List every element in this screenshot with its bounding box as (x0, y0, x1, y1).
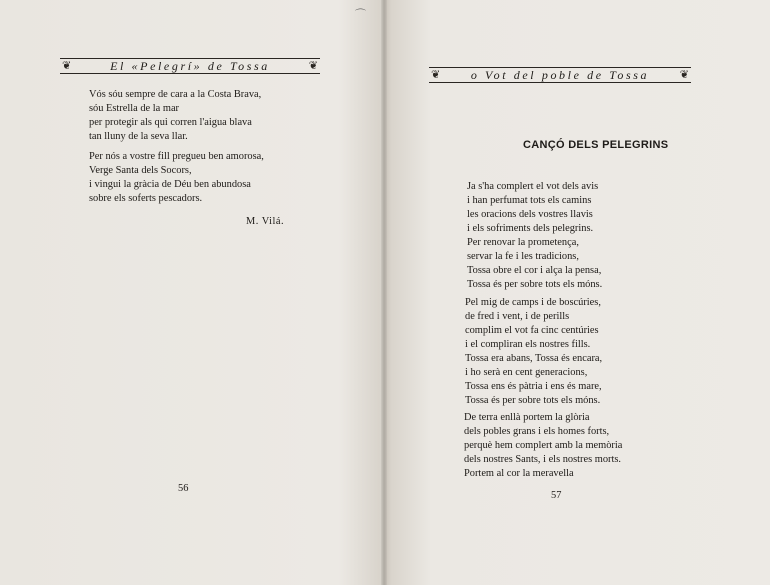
verse-line: Tossa és per sobre tots els móns. (465, 395, 601, 406)
verse-line: Tossa obre el cor i alça la pensa, (467, 265, 602, 276)
verse-line: i han perfumat tots els camins (467, 195, 592, 206)
verse-line: complim el vot fa cinc centúries (465, 325, 599, 336)
right-page (355, 0, 770, 585)
verse-line: sobre els soferts pescadors. (89, 193, 203, 204)
verse-line: i vingui la gràcia de Déu ben abundosa (89, 179, 251, 190)
left-running-header (60, 58, 320, 74)
right-running-header (429, 67, 691, 83)
verse-line: i ho serà en cent generacions, (465, 367, 588, 378)
page-number: 56 (178, 483, 189, 494)
right-header-title: o Vot del poble de Tossa (470, 67, 650, 82)
verse-line: Tossa és per sobre tots els móns. (467, 279, 603, 290)
fleuron-ornament-icon: ❦ (308, 59, 318, 72)
left-header-title: El «Pelegrí» de Tossa (110, 58, 270, 73)
left-stanza-1 (89, 88, 261, 144)
verse-line: sóu Estrella de la mar (89, 103, 180, 114)
right-stanza-1 (467, 180, 602, 292)
left-page (0, 0, 383, 585)
verse-line: Per nós a vostre fill pregueu ben amorosa, (89, 151, 264, 162)
left-stanza-2 (89, 150, 264, 206)
verse-line: i els sofriments dels pelegrins. (467, 223, 594, 234)
verse-line: Tossa era abans, Tossa és encara, (465, 353, 603, 364)
verse-line: perquè hem complert amb la memòria (464, 440, 623, 451)
verse-line: Per renovar la prometença, (467, 237, 579, 248)
right-stanza-2 (465, 296, 602, 408)
verse-line: Verge Santa dels Socors, (89, 165, 192, 176)
fleuron-ornament-icon: ❦ (62, 59, 72, 72)
fleuron-ornament-icon: ❦ (431, 68, 441, 81)
fleuron-ornament-icon: ❦ (679, 68, 689, 81)
verse-line: Pel mig de camps i de boscúries, (465, 297, 601, 308)
verse-line: dels pobles grans i els homes forts, (464, 426, 610, 437)
verse-line: de fred i vent, i de perills (465, 311, 570, 322)
verse-line: les oracions dels vostres llavis (467, 209, 593, 220)
author-signature: M. Vilá. (246, 216, 285, 227)
paper-mark: ⌒ (355, 9, 366, 21)
verse-line: per protegir als qui corren l'aigua blava (89, 117, 252, 128)
verse-line: De terra enllà portem la glòria (464, 412, 590, 423)
verse-line: Ja s'ha complert el vot dels avis (467, 181, 599, 192)
verse-line: dels nostres Sants, i els nostres morts. (464, 454, 622, 465)
verse-line: servar la fe i les tradicions, (467, 251, 579, 262)
verse-line: i el compliran els nostres fills. (465, 339, 591, 350)
verse-line: tan lluny de la seva llar. (89, 131, 188, 142)
verse-line: Vós sóu sempre de cara a la Costa Brava, (89, 89, 262, 100)
verse-line: Tossa ens és pàtria i ens és mare, (465, 381, 602, 392)
verse-line: Portem al cor la meravella (464, 468, 574, 479)
song-title: CANÇÓ DELS PELEGRINS (523, 139, 669, 151)
page-number: 57 (551, 490, 562, 501)
right-stanza-3 (464, 411, 622, 481)
